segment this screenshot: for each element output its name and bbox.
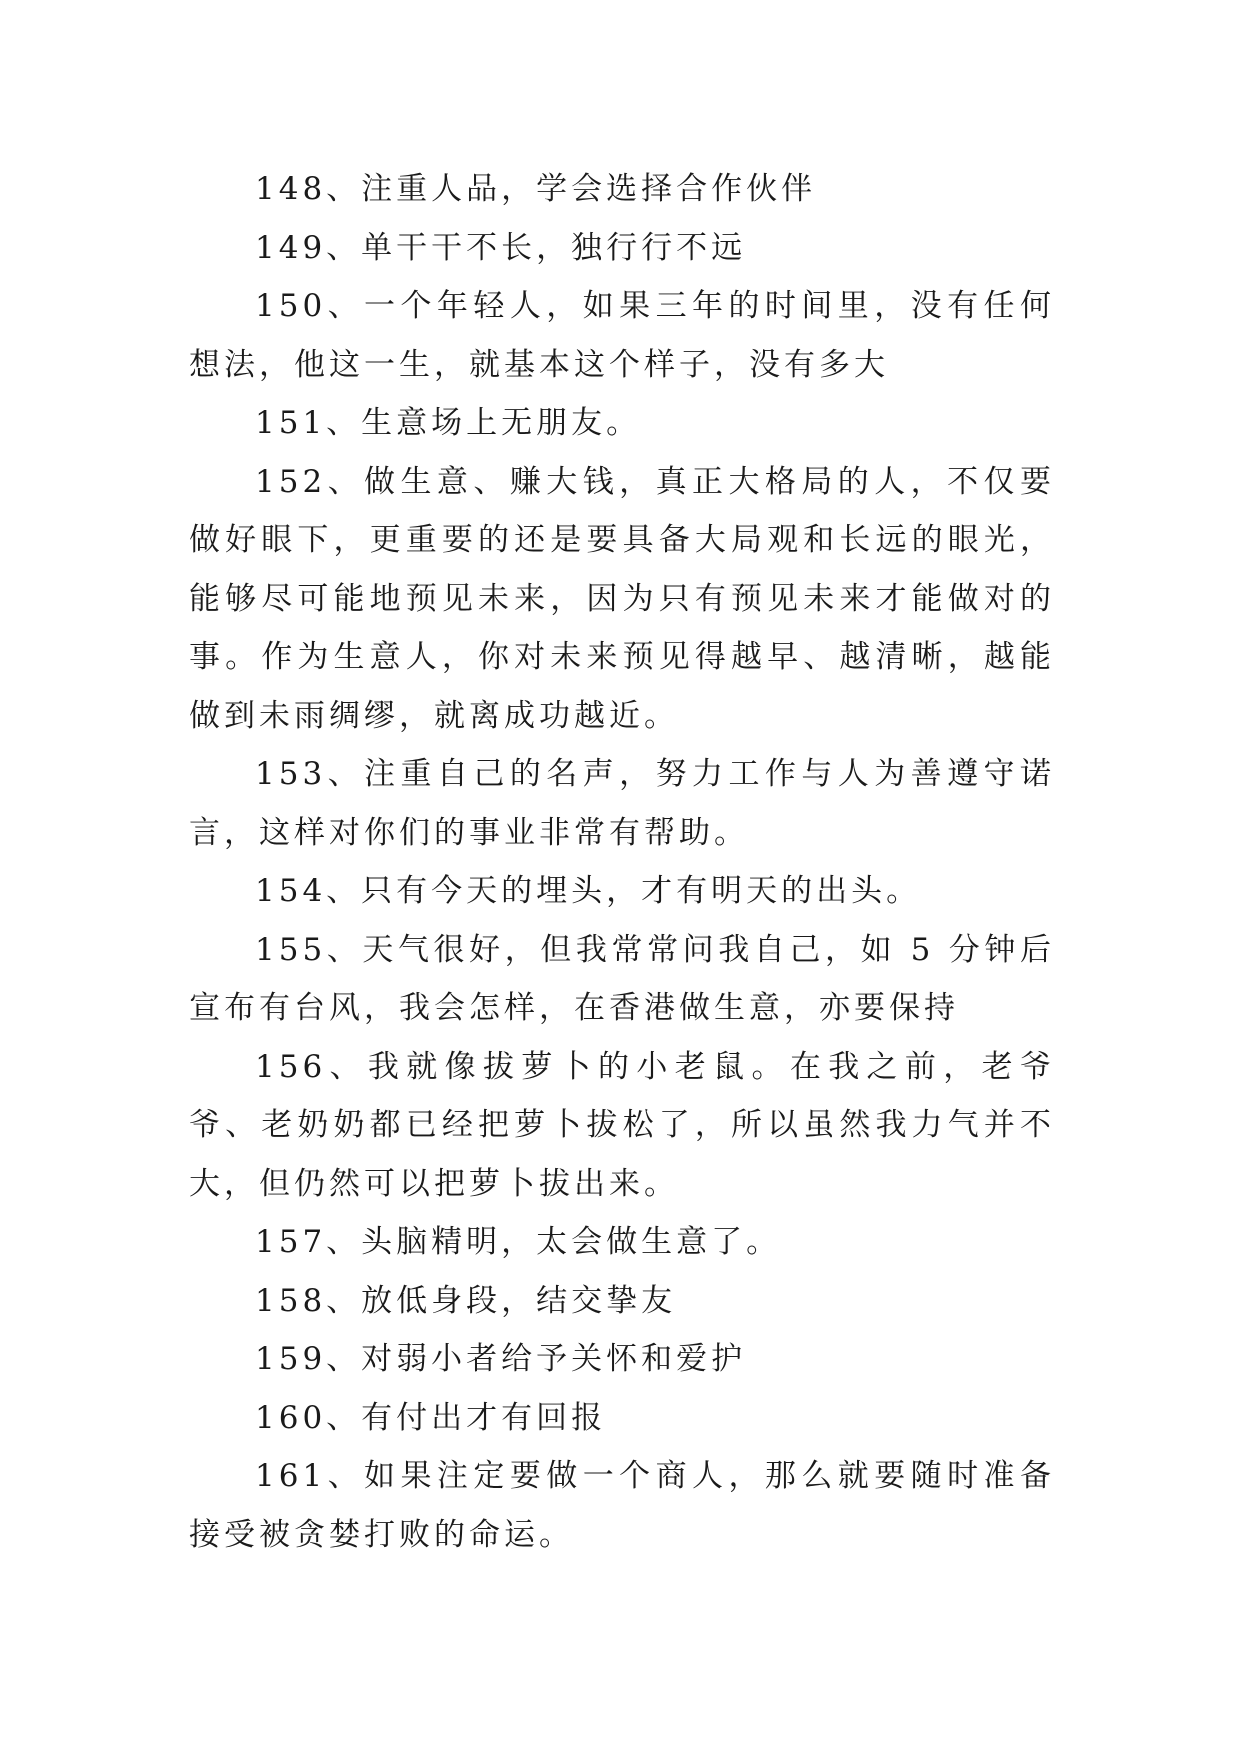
- paragraph-156: 156、我就像拔萝卜的小老鼠。在我之前，老爷爷、老奶奶都已经把萝卜拔松了，所以虽然我力气并不大，但仍然可以把萝卜拔出来。: [189, 1048, 1055, 1202]
- document-body: [189, 160, 1055, 1564]
- paragraph-157: 157、头脑精明，太会做生意了。: [255, 1224, 782, 1260]
- paragraph-154: 154、只有今天的埋头，才有明天的出头。: [255, 873, 922, 909]
- paragraph-160: 160、有付出才有回报: [255, 1399, 607, 1436]
- paragraph-148: 148、注重人品，学会选择合作伙伴: [255, 171, 817, 207]
- paragraph-155: 155、天气很好，但我常常问我自己，如 5 分钟后宣布有台风，我会怎样，在香港做生意，亦要保持: [189, 931, 1055, 1026]
- paragraph-161: 161、如果注定要做一个商人，那么就要随时准备接受被贪婪打败的命运。: [189, 1458, 1055, 1553]
- paragraph-153: 153、注重自己的名声，努力工作与人为善遵守诺言，这样对你们的事业非常有帮助。: [189, 756, 1055, 851]
- paragraph-149: 149、单干干不长，独行行不远: [255, 229, 747, 266]
- paragraph-151: 151、生意场上无朋友。: [255, 405, 642, 441]
- paragraph-150: 150、一个年轻人，如果三年的时间里，没有任何想法，他这一生，就基本这个样子，没有多大: [189, 288, 1055, 383]
- paragraph-158: 158、放低身段，结交挚友: [255, 1282, 677, 1319]
- paragraph-152: 152、做生意、赚大钱，真正大格局的人，不仅要做好眼下，更重要的还是要具备大局观和长远的眼光，能够尽可能地预见未来，因为只有预见未来才能做对的事。作为生意人，你对未来预见得越早、越清晰，越能做到未雨绸缪，就离成功越近。: [189, 463, 1055, 734]
- paragraph-159: 159、对弱小者给予关怀和爱护: [255, 1341, 747, 1377]
